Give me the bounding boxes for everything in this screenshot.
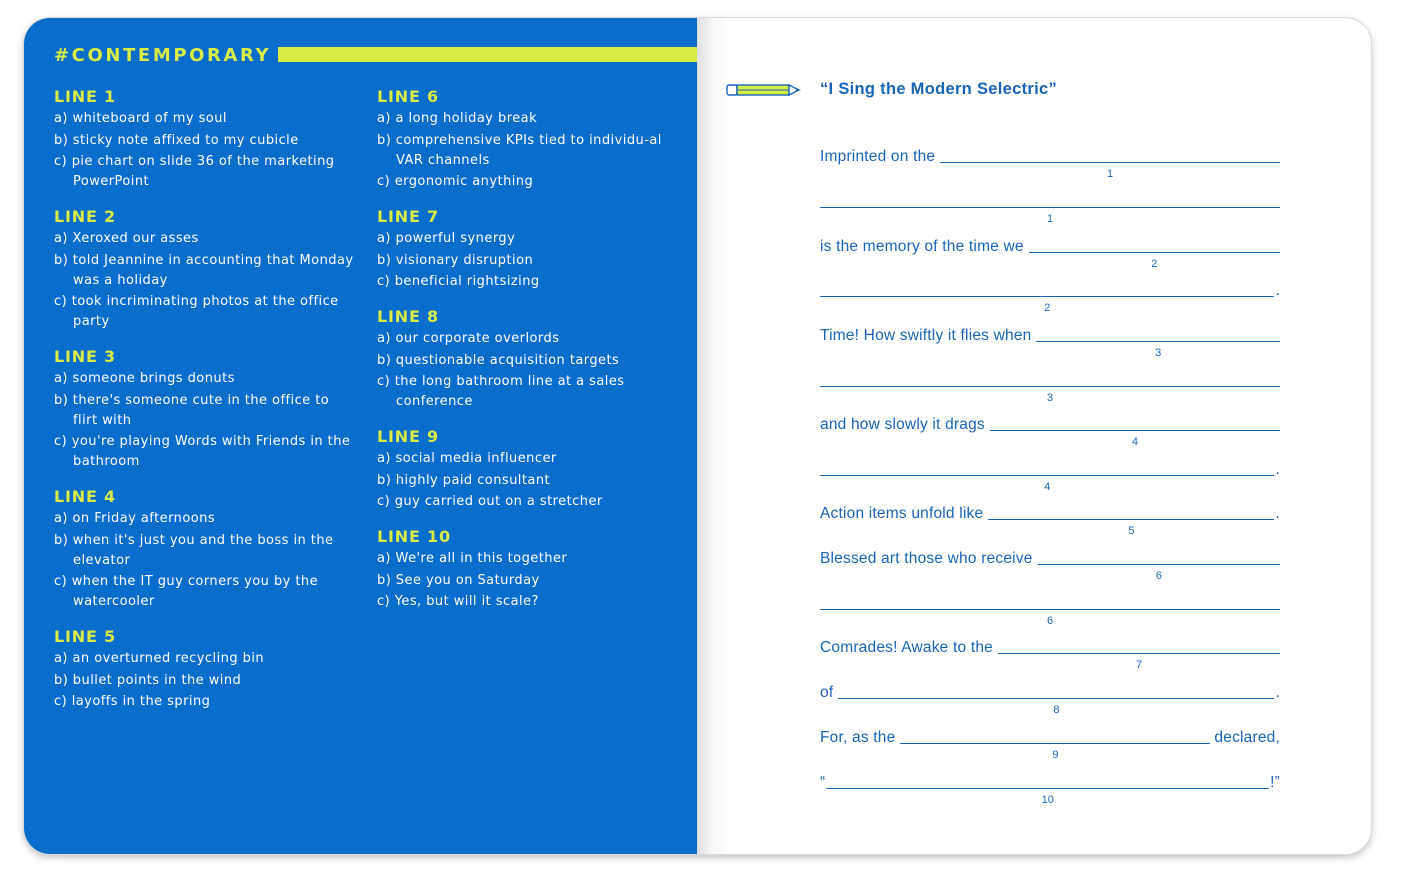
poem-line xyxy=(820,546,1280,582)
option-text: a) social media influencer xyxy=(377,451,557,466)
book-spread xyxy=(24,18,1371,854)
poem-line-tail: . xyxy=(1275,461,1280,478)
blank-line-number: 3 xyxy=(1046,392,1054,404)
line-option-group xyxy=(54,87,354,192)
fill-in-blank[interactable] xyxy=(1036,325,1280,359)
option-text: a) our corporate overlords xyxy=(377,331,560,346)
poem-line-text: Action items unfold like xyxy=(820,505,984,522)
fill-in-blank[interactable] xyxy=(838,682,1274,716)
option-text: a) a long holiday break xyxy=(377,111,538,126)
option-text: b) See you on Saturday xyxy=(377,572,540,588)
fill-in-blank[interactable] xyxy=(1029,236,1280,270)
line-heading: LINE 4 xyxy=(54,487,116,506)
line-option-group xyxy=(54,487,354,612)
option-text: a) Xeroxed our asses xyxy=(54,231,199,246)
fill-in-blank[interactable] xyxy=(998,637,1280,671)
option-text: a) an overturned recycling bin xyxy=(54,651,265,666)
poem-line-tail: . xyxy=(1275,505,1280,522)
poem-line xyxy=(820,725,1280,761)
poem-line-text: and how slowly it drags xyxy=(820,416,985,433)
option-text: c) guy carried out on a stretcher xyxy=(377,494,603,509)
options-column-1 xyxy=(54,87,354,727)
poem-line xyxy=(820,501,1280,537)
blank-line-number: 6 xyxy=(1155,570,1162,582)
line-heading: LINE 1 xyxy=(54,87,116,106)
option-text: c) took incriminating photos at the office party xyxy=(54,294,339,329)
line-option-group xyxy=(377,87,667,192)
option-text: c) beneficial rightsizing xyxy=(377,274,540,289)
poem-line-text: is the memory of the time we xyxy=(820,238,1024,255)
option-text: a) powerful synergy xyxy=(377,231,516,246)
line-heading: LINE 5 xyxy=(54,627,116,646)
poem-line-tail: . xyxy=(1275,282,1280,299)
option-text: b) told Jeannine in accounting that Monday was a holiday xyxy=(54,252,354,288)
right-page xyxy=(697,18,1371,854)
option-text: b) visionary disruption xyxy=(377,252,534,268)
poem-line xyxy=(820,234,1280,270)
page-gutter-shadow xyxy=(697,18,731,854)
poem-line-text: For, as the xyxy=(820,729,896,746)
fill-in-blank[interactable] xyxy=(1038,548,1280,582)
blank-line-number: 1 xyxy=(1107,168,1114,180)
fill-in-blank[interactable] xyxy=(988,503,1274,537)
poem-line-tail: declared, xyxy=(1214,729,1280,746)
poem-line xyxy=(820,368,1280,404)
fill-in-blank[interactable] xyxy=(820,370,1280,404)
line-heading: LINE 2 xyxy=(54,207,116,226)
blank-line-number: 1 xyxy=(1046,213,1054,225)
title-accent-bar xyxy=(278,47,697,62)
options-column-2 xyxy=(377,87,667,627)
line-option-group xyxy=(377,207,667,292)
poem-line xyxy=(820,770,1280,806)
option-text: c) layoffs in the spring xyxy=(54,694,211,709)
poem-line xyxy=(820,323,1280,359)
option-text: b) sticky note affixed to my cubicle xyxy=(54,132,299,148)
blank-line-number: 9 xyxy=(1052,749,1059,761)
line-heading: LINE 8 xyxy=(377,307,439,326)
blank-line-number: 8 xyxy=(1053,704,1060,716)
fill-in-blank[interactable] xyxy=(826,772,1269,806)
line-option-group xyxy=(54,207,354,332)
option-text: c) pie chart on slide 36 of the marketing PowerPoint xyxy=(54,154,335,189)
blank-line-number: 5 xyxy=(1128,525,1135,537)
option-text: c) ergonomic anything xyxy=(377,174,534,189)
poem-line-text: Comrades! Awake to the xyxy=(820,639,993,656)
blank-line-number: 6 xyxy=(1046,615,1054,627)
poem-line xyxy=(820,591,1280,627)
fill-in-blank[interactable] xyxy=(900,727,1210,761)
blank-line-number: 7 xyxy=(1135,659,1143,671)
poem-line-text: “ xyxy=(820,774,826,791)
blank-line-number: 10 xyxy=(1041,794,1054,806)
fill-in-blank[interactable] xyxy=(940,146,1280,180)
blank-line-number: 2 xyxy=(1151,258,1158,270)
blank-line-number: 2 xyxy=(1044,302,1051,314)
option-text: c) Yes, but will it scale? xyxy=(377,594,539,609)
line-heading: LINE 3 xyxy=(54,347,116,366)
option-text: c) you're playing Words with Friends in the bathroom xyxy=(54,434,351,469)
fill-in-blank[interactable] xyxy=(820,280,1274,314)
poem-title: “I Sing the Modern Selectric” xyxy=(820,80,1057,98)
fill-in-blank[interactable] xyxy=(990,414,1280,448)
option-text: a) someone brings donuts xyxy=(54,371,235,386)
poem-line-tail: . xyxy=(1275,684,1280,701)
poem-line-text: Imprinted on the xyxy=(820,148,936,165)
option-text: a) whiteboard of my soul xyxy=(54,111,227,126)
section-hashtag-title: #CONTEMPORARY xyxy=(54,45,272,66)
poem-line xyxy=(820,457,1280,493)
poem-line-text: Time! How swiftly it flies when xyxy=(820,327,1032,344)
option-text: b) there's someone cute in the office to flirt with xyxy=(54,392,330,428)
fill-in-blank[interactable] xyxy=(820,459,1274,493)
option-text: b) comprehensive KPIs tied to individu-al VAR channels xyxy=(377,132,662,168)
left-page xyxy=(24,18,697,854)
line-option-group xyxy=(54,627,354,712)
option-text: c) when the IT guy corners you by the watercooler xyxy=(54,574,319,609)
option-text: a) on Friday afternoons xyxy=(54,511,216,526)
poem-line xyxy=(820,412,1280,448)
blank-line-number: 3 xyxy=(1155,347,1162,359)
option-text: b) highly paid consultant xyxy=(377,472,551,488)
poem-line-text: of xyxy=(820,684,834,701)
poem-line-tail: !” xyxy=(1270,774,1280,791)
line-option-group xyxy=(377,527,667,612)
poem-line xyxy=(820,189,1280,225)
line-heading: LINE 9 xyxy=(377,427,439,446)
line-option-group xyxy=(54,347,354,472)
fill-in-blank[interactable] xyxy=(820,191,1280,225)
option-text: c) the long bathroom line at a sales conference xyxy=(377,374,625,409)
poem-line xyxy=(820,144,1280,180)
line-heading: LINE 10 xyxy=(377,527,451,546)
poem-line xyxy=(820,680,1280,716)
line-heading: LINE 7 xyxy=(377,207,439,226)
poem-line-text: Blessed art those who receive xyxy=(820,550,1033,567)
option-text: b) questionable acquisition targets xyxy=(377,352,620,368)
option-text: b) when it's just you and the boss in the elevator xyxy=(54,532,334,568)
line-option-group xyxy=(377,307,667,412)
poem-line xyxy=(820,278,1280,314)
blank-line-number: 4 xyxy=(1131,436,1138,448)
blank-line-number: 4 xyxy=(1044,481,1051,493)
fill-in-blank[interactable] xyxy=(820,593,1280,627)
pencil-icon xyxy=(726,82,804,98)
option-text: b) bullet points in the wind xyxy=(54,672,242,688)
poem-line xyxy=(820,635,1280,671)
line-option-group xyxy=(377,427,667,512)
option-text: a) We're all in this together xyxy=(377,551,568,566)
line-heading: LINE 6 xyxy=(377,87,439,106)
